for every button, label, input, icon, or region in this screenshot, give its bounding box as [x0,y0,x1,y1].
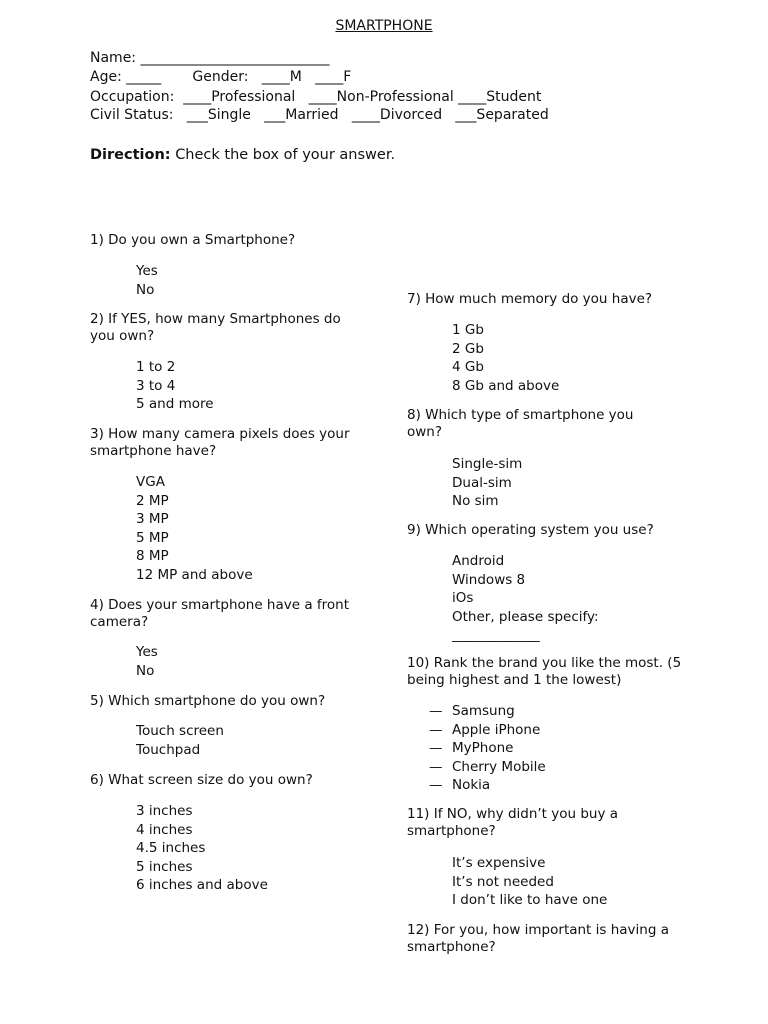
option[interactable]: Single-sim [452,456,523,472]
option[interactable]: Dual-sim [452,474,512,491]
option[interactable]: VGA [136,474,165,490]
option[interactable]: 8 Gb and above [452,377,560,394]
rank-item[interactable] [429,702,546,721]
option[interactable]: 5 MP [136,529,169,546]
brand-label: MyPhone [452,740,514,757]
question-11-options [452,854,607,910]
question-10: 10) Rank the brand you like the most. (5 being highest and 1 the lowest) [407,655,682,688]
question-1-options [136,262,158,299]
option[interactable]: It’s not needed [452,873,554,890]
option[interactable]: 1 Gb [452,322,484,338]
question-9-options [452,552,599,645]
rank-dash: — [429,777,443,794]
question-5: 5) Which smartphone do you own? [90,693,326,709]
rank-item[interactable] [429,739,546,758]
option[interactable]: Other, please specify: [452,608,599,625]
brand-label: Cherry Mobile [452,758,546,775]
rank-item[interactable] [429,721,546,740]
option[interactable]: 5 and more [136,396,214,413]
name-line[interactable]: Name: ___________________________ [90,50,330,66]
option[interactable]: 3 inches [136,803,193,819]
age-gender-line[interactable]: Age: _____ Gender: ____M ____F [90,69,352,85]
rank-dash: — [429,721,443,738]
question-6: 6) What screen size do you own? [90,772,313,788]
option[interactable]: Touch screen [136,723,224,739]
brand-label: Apple iPhone [452,721,541,738]
option[interactable]: 3 to 4 [136,377,176,394]
option[interactable]: 4 inches [136,821,193,838]
page-title: SMARTPHONE [335,18,433,34]
question-3: 3) How many camera pixels does your smartphone have? [90,426,350,459]
rank-dash: — [429,758,443,775]
option[interactable]: Touchpad [136,741,201,758]
option[interactable]: No [136,281,155,298]
option[interactable]: iOs [452,590,474,607]
option[interactable]: 1 to 2 [136,359,176,375]
question-4: 4) Does your smartphone have a front camera? [90,597,350,630]
option[interactable]: 8 MP [136,548,169,565]
question-2-options [136,358,214,414]
option[interactable]: No sim [452,493,499,510]
question-11: 11) If NO, why didn’t you buy a smartphone? [407,806,619,839]
question-1: 1) Do you own a Smartphone? [90,232,296,248]
question-8-options [452,455,522,511]
option[interactable]: Yes [136,644,158,660]
option[interactable]: 3 MP [136,511,169,528]
direction-label: Direction: [90,147,171,163]
option[interactable]: 4 Gb [452,359,484,376]
rank-dash: — [429,703,443,719]
question-4-options [136,643,158,680]
question-5-options [136,722,224,759]
option[interactable]: 4.5 inches [136,840,206,857]
question-2: 2) If YES, how many Smartphones do you own? [90,311,341,344]
option[interactable]: 12 MP and above [136,566,253,583]
rank-item[interactable] [429,758,546,777]
option[interactable]: Android [452,553,505,569]
option[interactable]: Yes [136,263,158,279]
option[interactable]: It’s expensive [452,855,546,871]
occupation-line[interactable]: Occupation: ____Professional ____Non-Professional ____Student [90,89,542,105]
question-8: 8) Which type of smartphone you own? [407,407,634,440]
option[interactable]: Windows 8 [452,571,526,588]
question-10-options [429,702,546,795]
option[interactable]: 2 Gb [452,340,484,357]
option[interactable]: 5 inches [136,858,193,875]
brand-label: Nokia [452,777,491,794]
rank-dash: — [429,740,443,757]
question-9: 9) Which operating system you use? [407,522,654,538]
option[interactable]: I don’t like to have one [452,892,608,909]
option[interactable]: 6 inches and above [136,877,268,894]
direction [90,146,395,165]
question-6-options [136,802,268,895]
rank-item[interactable] [429,776,546,795]
question-7: 7) How much memory do you have? [407,291,653,307]
brand-label: Samsung [452,703,515,719]
direction-text: Check the box of your answer. [175,147,396,163]
question-3-options [136,473,253,585]
civil-status-line[interactable]: Civil Status: ___Single ___Married ____Divorced ___Separated [90,107,549,123]
option[interactable]: 2 MP [136,492,169,509]
specify-field[interactable]: _____________ [452,627,540,644]
question-7-options [452,321,559,395]
option[interactable]: No [136,662,155,679]
question-12: 12) For you, how important is having a smartphone? [407,922,669,955]
